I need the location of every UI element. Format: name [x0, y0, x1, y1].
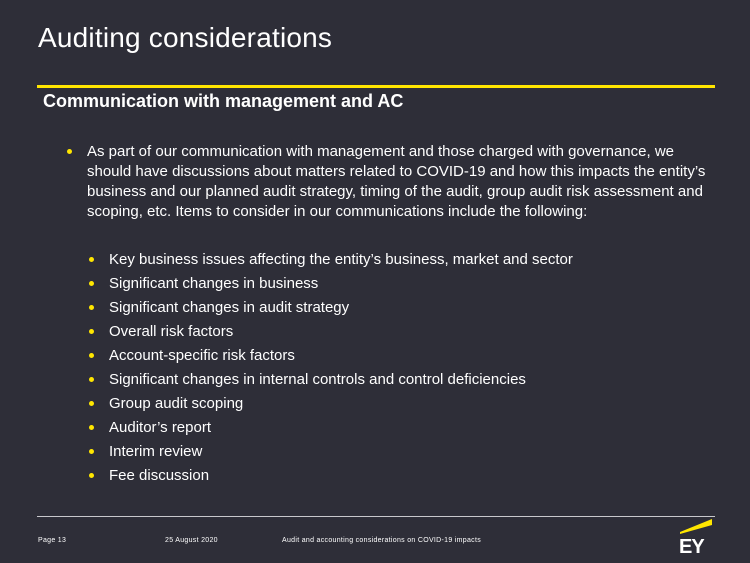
bullet-icon — [89, 473, 94, 478]
bullet-icon — [89, 305, 94, 310]
bullet-icon — [89, 353, 94, 358]
bullet-icon — [89, 329, 94, 334]
list-item-text: Fee discussion — [109, 467, 210, 484]
bullet-icon — [89, 425, 94, 430]
list-item-text: Overall risk factors — [109, 323, 234, 340]
ey-logo-icon — [677, 517, 715, 555]
title-underline — [37, 85, 715, 88]
list-item — [88, 344, 708, 368]
bullet-icon — [89, 401, 94, 406]
list-item-text: Significant changes in business — [109, 275, 319, 292]
list-item — [88, 368, 708, 392]
logo-text: EY — [679, 536, 704, 555]
footer-date: 25 August 2020 — [165, 537, 218, 544]
list-item — [88, 392, 708, 416]
list-item-text: Group audit scoping — [109, 395, 244, 412]
list-item — [88, 464, 708, 488]
list-item-text: Account-specific risk factors — [109, 347, 295, 364]
slide-title: Auditing considerations — [38, 22, 333, 53]
list-item — [88, 248, 708, 272]
considerations-list — [88, 248, 708, 488]
list-item-text: Key business issues affecting the entity’s business, market and sector — [109, 251, 573, 268]
footer-page-number: Page 13 — [38, 537, 67, 544]
bullet-icon — [89, 281, 94, 286]
footer-description: Audit and accounting considerations on COVID-19 impacts — [282, 537, 481, 544]
bullet-icon — [67, 149, 72, 154]
slide-subtitle: Communication with management and AC — [43, 91, 404, 111]
list-item — [88, 296, 708, 320]
list-item — [88, 320, 708, 344]
list-item — [88, 416, 708, 440]
intro-text: As part of our communication with management and those charged with governance, we should have discussions about matters related to COVID-19 and how this impacts the entity’s business and our planned audit strategy, timing of the audit, group audit risk assessment and scoping, etc. Items to consider in our communications include the following: — [87, 143, 706, 220]
list-item-text: Auditor’s report — [109, 419, 211, 436]
intro-paragraph — [66, 142, 718, 222]
bullet-icon — [89, 449, 94, 454]
bullet-icon — [89, 257, 94, 262]
list-item — [88, 440, 708, 464]
bullet-icon — [89, 377, 94, 382]
list-item-text: Significant changes in internal controls and control deficiencies — [109, 371, 526, 388]
list-item — [88, 272, 708, 296]
footer-divider — [37, 516, 715, 517]
list-item-text: Significant changes in audit strategy — [109, 299, 350, 316]
list-item-text: Interim review — [109, 443, 203, 460]
